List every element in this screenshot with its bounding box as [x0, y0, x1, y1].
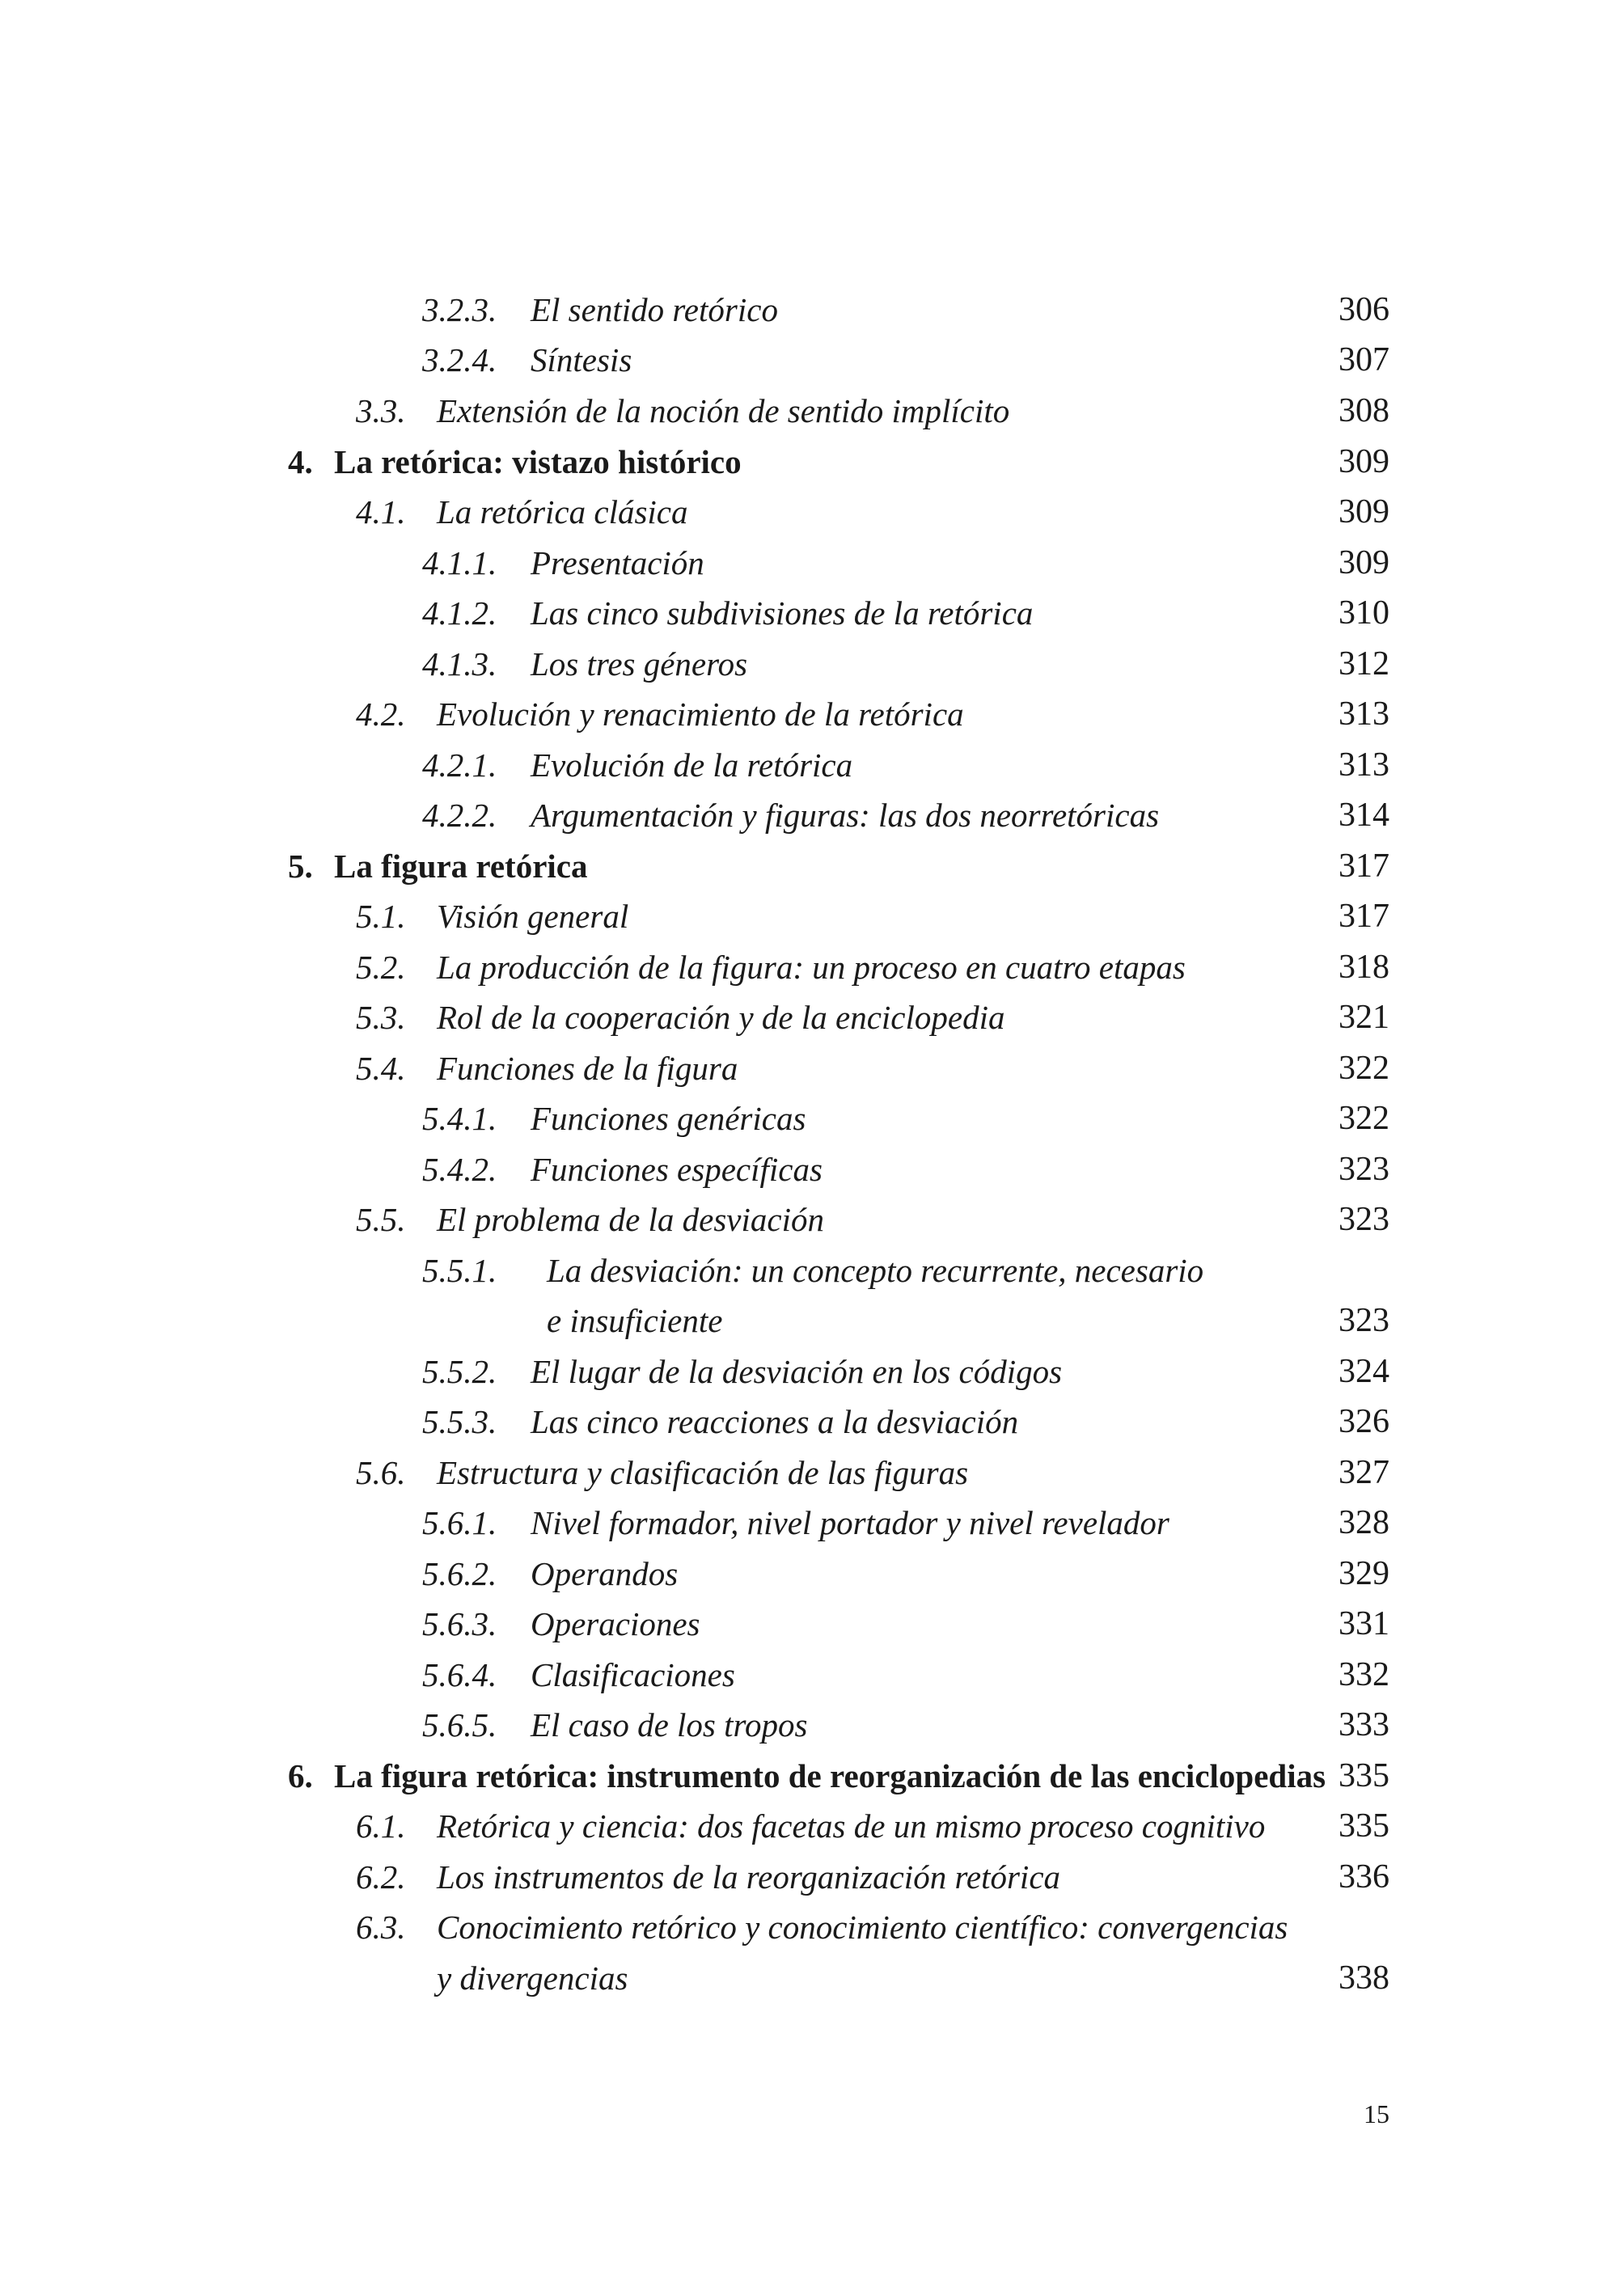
toc-entry: [0, 1448, 1624, 1498]
toc-entry-title: e insuficiente: [547, 1302, 723, 1339]
toc-entry-number: 6.2.: [356, 1858, 406, 1896]
toc-entry-page: 322: [1339, 1100, 1389, 1137]
toc-entry: [0, 689, 1624, 739]
toc-entry: [0, 1043, 1624, 1093]
toc-entry-number: 5.5.: [356, 1201, 406, 1238]
toc-entry: [0, 335, 1624, 385]
toc-entry-title: Clasificaciones: [531, 1656, 735, 1693]
toc-entry-title: Los tres géneros: [531, 645, 748, 683]
toc-entry: [0, 1093, 1624, 1143]
toc-entry: [0, 1397, 1624, 1447]
toc-entry-page: 323: [1339, 1201, 1389, 1238]
toc-entry-title: Síntesis: [531, 341, 632, 378]
toc-entry-number: 4.1.2.: [422, 594, 497, 632]
toc-entry: [0, 588, 1624, 638]
toc-entry-title: La retórica: vistazo histórico: [334, 443, 742, 480]
toc-entry-title: Las cinco subdivisiones de la retórica: [531, 594, 1034, 632]
toc-entry-number: 5.6.5.: [422, 1706, 497, 1744]
toc-entry-title: Nivel formador, nivel portador y nivel revelador: [531, 1504, 1169, 1541]
toc-entry-number: 4.1.: [356, 493, 406, 530]
toc-entry-title: Conocimiento retórico y conocimiento científico: convergencias: [437, 1908, 1288, 1946]
toc-entry-number: 5.6.4.: [422, 1656, 497, 1693]
toc-entry-title: Estructura y clasificación de las figuras: [437, 1454, 969, 1491]
toc-entry: [0, 1902, 1624, 1952]
toc-entry-page: 309: [1339, 493, 1389, 530]
toc-entry-title: La producción de la figura: un proceso en cuatro etapas: [437, 949, 1186, 986]
toc-entry-number: 5.6.1.: [422, 1504, 497, 1541]
toc-entry-number: 5.4.1.: [422, 1100, 497, 1137]
toc-entry-title: La desviación: un concepto recurrente, necesario: [547, 1252, 1204, 1289]
toc-entry: [0, 1700, 1624, 1750]
toc-entry: [0, 1751, 1624, 1801]
toc-entry-title: Argumentación y figuras: las dos neorretóricas: [531, 797, 1160, 834]
toc-entry-page: 307: [1339, 341, 1389, 378]
toc-entry-title: Retórica y ciencia: dos facetas de un mismo proceso cognitivo: [437, 1807, 1266, 1845]
toc-entry: [0, 1194, 1624, 1245]
toc-entry-number: 6.: [288, 1757, 313, 1794]
toc-entry-title: La figura retórica: instrumento de reorganización de las enciclopedias: [334, 1757, 1326, 1794]
toc-entry-number: 5.5.1.: [422, 1252, 497, 1289]
toc-entry-page: 327: [1339, 1454, 1389, 1491]
toc-entry-number: 4.2.: [356, 695, 406, 733]
toc-entry-title: Evolución y renacimiento de la retórica: [437, 695, 964, 733]
toc-entry-title: La figura retórica: [334, 848, 588, 885]
toc-entry: [0, 992, 1624, 1042]
toc-entry-page: 323: [1339, 1151, 1389, 1188]
toc-entry: [0, 1549, 1624, 1599]
toc-entry-page: 331: [1339, 1605, 1389, 1642]
toc-entry-page: 317: [1339, 898, 1389, 935]
toc-entry: [0, 1144, 1624, 1194]
toc-entry-title: El problema de la desviación: [437, 1201, 824, 1238]
toc-entry-page: 326: [1339, 1403, 1389, 1440]
toc-entry-page: 322: [1339, 1050, 1389, 1087]
toc-entry: [0, 740, 1624, 790]
toc-entry: [0, 386, 1624, 436]
toc-entry: [0, 487, 1624, 537]
toc-entry-number: 3.2.4.: [422, 341, 497, 378]
toc-entry-number: 6.3.: [356, 1908, 406, 1946]
toc-entry-page: 309: [1339, 544, 1389, 581]
toc-entry-page: 323: [1339, 1302, 1389, 1339]
toc-entry-title: Operandos: [531, 1555, 679, 1592]
toc-entry-page: 313: [1339, 746, 1389, 784]
toc-entry-page: 336: [1339, 1858, 1389, 1896]
toc-entry: [0, 942, 1624, 992]
toc-entry-page: 329: [1339, 1555, 1389, 1592]
toc-entry-number: 4.2.1.: [422, 746, 497, 784]
toc-entry: [0, 891, 1624, 941]
toc-entry: [0, 1599, 1624, 1649]
toc-entry-page: 308: [1339, 392, 1389, 429]
toc-entry-title: Los instrumentos de la reorganización retórica: [437, 1858, 1061, 1896]
toc-entry-page: 338: [1339, 1959, 1389, 1997]
toc-entry-title: El lugar de la desviación en los códigos: [531, 1353, 1063, 1390]
toc-entry-title: Visión general: [437, 898, 629, 935]
toc-entry: [0, 841, 1624, 891]
toc-entry-number: 5.6.2.: [422, 1555, 497, 1592]
toc-entry-title: Rol de la cooperación y de la enciclopedia: [437, 999, 1005, 1036]
toc-entry-page: 314: [1339, 797, 1389, 834]
toc-entry-page: 321: [1339, 999, 1389, 1036]
toc-entry-title: Presentación: [531, 544, 704, 581]
toc-entry-number: 5.4.2.: [422, 1151, 497, 1188]
toc-entry-page: 335: [1339, 1757, 1389, 1794]
toc-entry-title: y divergencias: [437, 1959, 628, 1997]
toc-entry-number: 4.1.3.: [422, 645, 497, 683]
toc-entry-number: 5.5.3.: [422, 1403, 497, 1440]
toc-entry-page: 333: [1339, 1706, 1389, 1744]
toc-entry-continuation: [0, 1296, 1624, 1346]
toc-entry-title: Las cinco reacciones a la desviación: [531, 1403, 1019, 1440]
toc-entry-page: 318: [1339, 949, 1389, 986]
toc-entry-page: 310: [1339, 594, 1389, 632]
toc-entry-number: 5.4.: [356, 1050, 406, 1087]
toc-entry-number: 4.: [288, 443, 313, 480]
toc-entry-title: La retórica clásica: [437, 493, 688, 530]
toc-entry: [0, 1852, 1624, 1902]
toc-entry-page: 306: [1339, 291, 1389, 328]
toc-entry-page: 309: [1339, 443, 1389, 480]
toc-entry: [0, 1801, 1624, 1851]
toc-entry-title: Funciones de la figura: [437, 1050, 738, 1087]
toc-entry: [0, 437, 1624, 487]
toc-entry-number: 5.2.: [356, 949, 406, 986]
toc-entry: [0, 1650, 1624, 1700]
toc-entry-page: 328: [1339, 1504, 1389, 1541]
toc-entry: [0, 639, 1624, 689]
toc-entry-title: El caso de los tropos: [531, 1706, 808, 1744]
toc-entry-page: 317: [1339, 848, 1389, 885]
toc-entry: [0, 538, 1624, 588]
toc-entry-number: 3.3.: [356, 392, 406, 429]
toc-entry-number: 5.: [288, 848, 313, 885]
toc-entry-number: 4.2.2.: [422, 797, 497, 834]
toc-entry: [0, 790, 1624, 840]
toc-entry-number: 5.5.2.: [422, 1353, 497, 1390]
toc-entry-number: 5.6.3.: [422, 1605, 497, 1642]
toc-entry-title: El sentido retórico: [531, 291, 778, 328]
toc-entry: [0, 285, 1624, 335]
toc-entry-number: 4.1.1.: [422, 544, 497, 581]
page-number: 15: [1364, 2099, 1389, 2128]
toc-entry-title: Evolución de la retórica: [531, 746, 853, 784]
toc-entry-continuation: [0, 1953, 1624, 2003]
toc-entry-number: 5.1.: [356, 898, 406, 935]
toc-entry: [0, 1498, 1624, 1548]
toc-entry-page: 324: [1339, 1353, 1389, 1390]
toc-entry-number: 6.1.: [356, 1807, 406, 1845]
toc-entry-title: Operaciones: [531, 1605, 700, 1642]
toc-entry: [0, 1346, 1624, 1397]
toc-entry-number: 3.2.3.: [422, 291, 497, 328]
toc-entry-number: 5.3.: [356, 999, 406, 1036]
toc-entry-number: 5.6.: [356, 1454, 406, 1491]
toc-entry-page: 332: [1339, 1656, 1389, 1693]
toc-entry-page: 335: [1339, 1807, 1389, 1845]
toc-entry-page: 312: [1339, 645, 1389, 683]
toc-entry-title: Funciones específicas: [531, 1151, 823, 1188]
toc-entry-title: Funciones genéricas: [531, 1100, 806, 1137]
toc-entry: [0, 1245, 1624, 1296]
toc-entry-page: 313: [1339, 695, 1389, 733]
toc-entry-title: Extensión de la noción de sentido implícito: [437, 392, 1010, 429]
